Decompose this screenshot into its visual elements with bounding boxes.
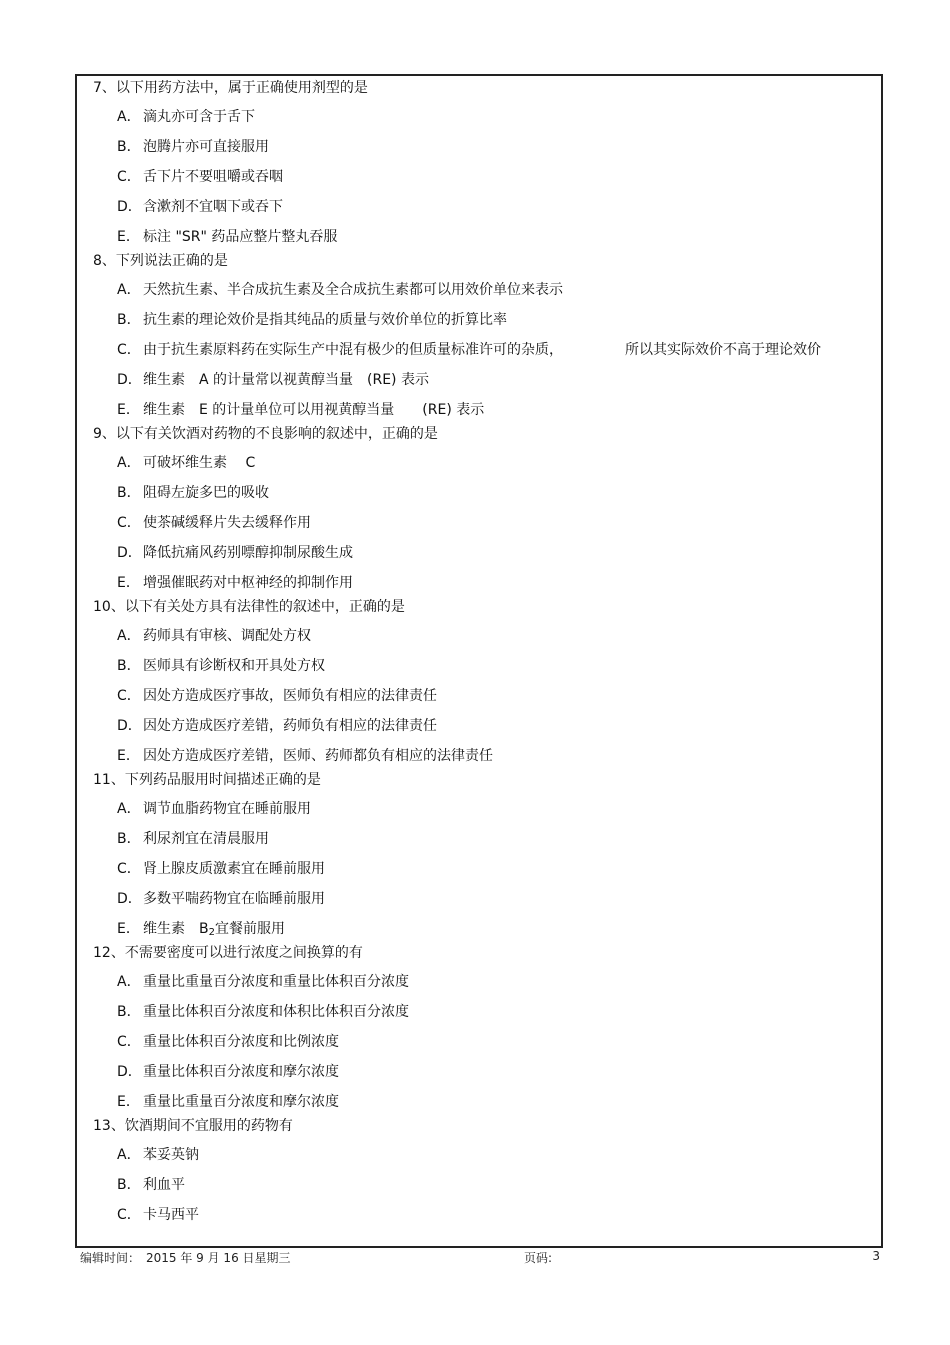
option-letter: B． (117, 312, 141, 328)
question-stem: 10、以下有关处方具有法律性的叙述中，正确的是 (93, 599, 405, 615)
option-letter: B． (117, 139, 141, 155)
option-text: 利血平 (143, 1177, 185, 1193)
option-letter: A． (117, 282, 141, 298)
option-letter: D． (117, 1064, 142, 1080)
answer-option (93, 573, 873, 593)
answer-option (93, 829, 873, 849)
answer-option (93, 227, 873, 247)
option-letter: D． (117, 718, 142, 734)
question-stem: 12、不需要密度可以进行浓度之间换算的有 (93, 945, 363, 961)
answer-option (93, 280, 873, 300)
option-letter: D． (117, 545, 142, 561)
option-text: 医师具有诊断权和开具处方权 (143, 658, 325, 674)
answer-option (93, 1175, 873, 1195)
answer-option (93, 197, 873, 217)
answer-option (93, 107, 873, 127)
answer-option (93, 799, 873, 819)
answer-option (93, 453, 873, 473)
question-stem: 13、饮酒期间不宜服用的药物有 (93, 1118, 293, 1134)
option-text: 卡马西平 (143, 1207, 199, 1223)
option-letter: E． (117, 575, 140, 591)
option-text-continued: 所以其实际效价不高于理论效价 (625, 342, 821, 358)
option-letter: E． (117, 1094, 140, 1110)
option-letter: A． (117, 628, 141, 644)
option-text-tail: 宜餐前服用 (214, 921, 285, 937)
answer-option (93, 513, 873, 533)
option-letter: B． (117, 485, 141, 501)
option-letter: C． (117, 1207, 141, 1223)
option-letter: A． (117, 109, 141, 125)
option-text: 因处方造成医疗差错，药师负有相应的法律责任 (143, 718, 437, 734)
option-text: 降低抗痛风药别嘌醇抑制尿酸生成 (143, 545, 353, 561)
option-text: 重量比重量百分浓度和摩尔浓度 (143, 1094, 339, 1110)
option-letter: C． (117, 861, 141, 877)
answer-option (93, 543, 873, 563)
answer-option (93, 167, 873, 187)
question-stem: 8、下列说法正确的是 (93, 253, 228, 269)
option-letter: C． (117, 688, 141, 704)
answer-option (93, 686, 873, 706)
answer-option (93, 919, 873, 939)
option-letter: B． (117, 1004, 141, 1020)
option-text: 使茶碱缓释片失去缓释作用 (143, 515, 311, 531)
subscript: 2 (208, 927, 215, 938)
option-text: 维生素 E 的计量单位可以用视黄醇当量 (RE) 表示 (143, 402, 485, 418)
option-letter: E． (117, 402, 140, 418)
option-text: 苯妥英钠 (143, 1147, 199, 1163)
option-text: 因处方造成医疗事故，医师负有相应的法律责任 (143, 688, 437, 704)
page-footer (80, 1249, 880, 1267)
option-letter: E． (117, 748, 140, 764)
option-text: 可破坏维生素 C (143, 455, 256, 471)
answer-option (93, 483, 873, 503)
option-letter: C． (117, 169, 141, 185)
question-stem: 7、以下用药方法中，属于正确使用剂型的是 (93, 80, 368, 96)
option-letter: D． (117, 891, 142, 907)
option-text: 利尿剂宜在清晨服用 (143, 831, 269, 847)
option-text: 泡腾片亦可直接服用 (143, 139, 269, 155)
answer-option (93, 1205, 873, 1225)
option-text: 由于抗生素原料药在实际生产中混有极少的但质量标准许可的杂质， (143, 342, 563, 358)
option-letter: A． (117, 801, 141, 817)
option-text: 调节血脂药物宜在睡前服用 (143, 801, 311, 817)
option-letter: C． (117, 342, 141, 358)
option-text: 天然抗生素、半合成抗生素及全合成抗生素都可以用效价单位来表示 (143, 282, 563, 298)
option-letter: C． (117, 1034, 141, 1050)
option-text: 维生素 B (143, 921, 209, 937)
option-letter: E． (117, 229, 140, 245)
option-letter: A． (117, 974, 141, 990)
answer-option (93, 1145, 873, 1165)
question-stem: 9、以下有关饮酒对药物的不良影响的叙述中，正确的是 (93, 426, 438, 442)
page-number: 3 (872, 1249, 880, 1263)
option-letter: A． (117, 1147, 141, 1163)
answer-option (93, 859, 873, 879)
option-text: 含漱剂不宜咽下或吞下 (143, 199, 283, 215)
option-text: 重量比体积百分浓度和体积比体积百分浓度 (143, 1004, 409, 1020)
option-text: 增强催眠药对中枢神经的抑制作用 (143, 575, 353, 591)
question-stem: 11、下列药品服用时间描述正确的是 (93, 772, 321, 788)
option-text: 多数平喘药物宜在临睡前服用 (143, 891, 325, 907)
answer-option (93, 1032, 873, 1052)
page-label: 页码: (524, 1251, 553, 1265)
answer-option (93, 972, 873, 992)
option-text: 重量比体积百分浓度和比例浓度 (143, 1034, 339, 1050)
answer-option (93, 370, 873, 390)
answer-option (93, 310, 873, 330)
answer-option (93, 137, 873, 157)
option-letter: A． (117, 455, 141, 471)
option-text: 重量比体积百分浓度和摩尔浓度 (143, 1064, 339, 1080)
answer-option (93, 626, 873, 646)
option-text: 抗生素的理论效价是指其纯品的质量与效价单位的折算比率 (143, 312, 507, 328)
option-text: 阻碍左旋多巴的吸收 (143, 485, 269, 501)
option-letter: E． (117, 921, 140, 937)
answer-option (93, 656, 873, 676)
option-letter: B． (117, 658, 141, 674)
answer-option (93, 746, 873, 766)
option-text: 滴丸亦可含于舌下 (143, 109, 255, 125)
answer-option (93, 400, 873, 420)
option-letter: B． (117, 831, 141, 847)
option-letter: C． (117, 515, 141, 531)
option-letter: B． (117, 1177, 141, 1193)
option-text: 药师具有审核、调配处方权 (143, 628, 311, 644)
option-text: 重量比重量百分浓度和重量比体积百分浓度 (143, 974, 409, 990)
question-list (93, 78, 873, 1229)
answer-option (93, 716, 873, 736)
edit-date: 编辑时间： 2015 年 9 月 16 日星期三 (80, 1251, 291, 1265)
option-letter: D． (117, 199, 142, 215)
option-text: 标注 "SR" 药品应整片整丸吞服 (143, 229, 338, 245)
answer-option (93, 889, 873, 909)
answer-option (93, 340, 873, 360)
option-text: 肾上腺皮质激素宜在睡前服用 (143, 861, 325, 877)
option-text: 舌下片不要咀嚼或吞咽 (143, 169, 283, 185)
option-text: 维生素 A 的计量常以视黄醇当量 (RE) 表示 (143, 372, 429, 388)
option-letter: D． (117, 372, 142, 388)
answer-option (93, 1062, 873, 1082)
answer-option (93, 1092, 873, 1112)
answer-option (93, 1002, 873, 1022)
option-text: 因处方造成医疗差错，医师、药师都负有相应的法律责任 (143, 748, 493, 764)
